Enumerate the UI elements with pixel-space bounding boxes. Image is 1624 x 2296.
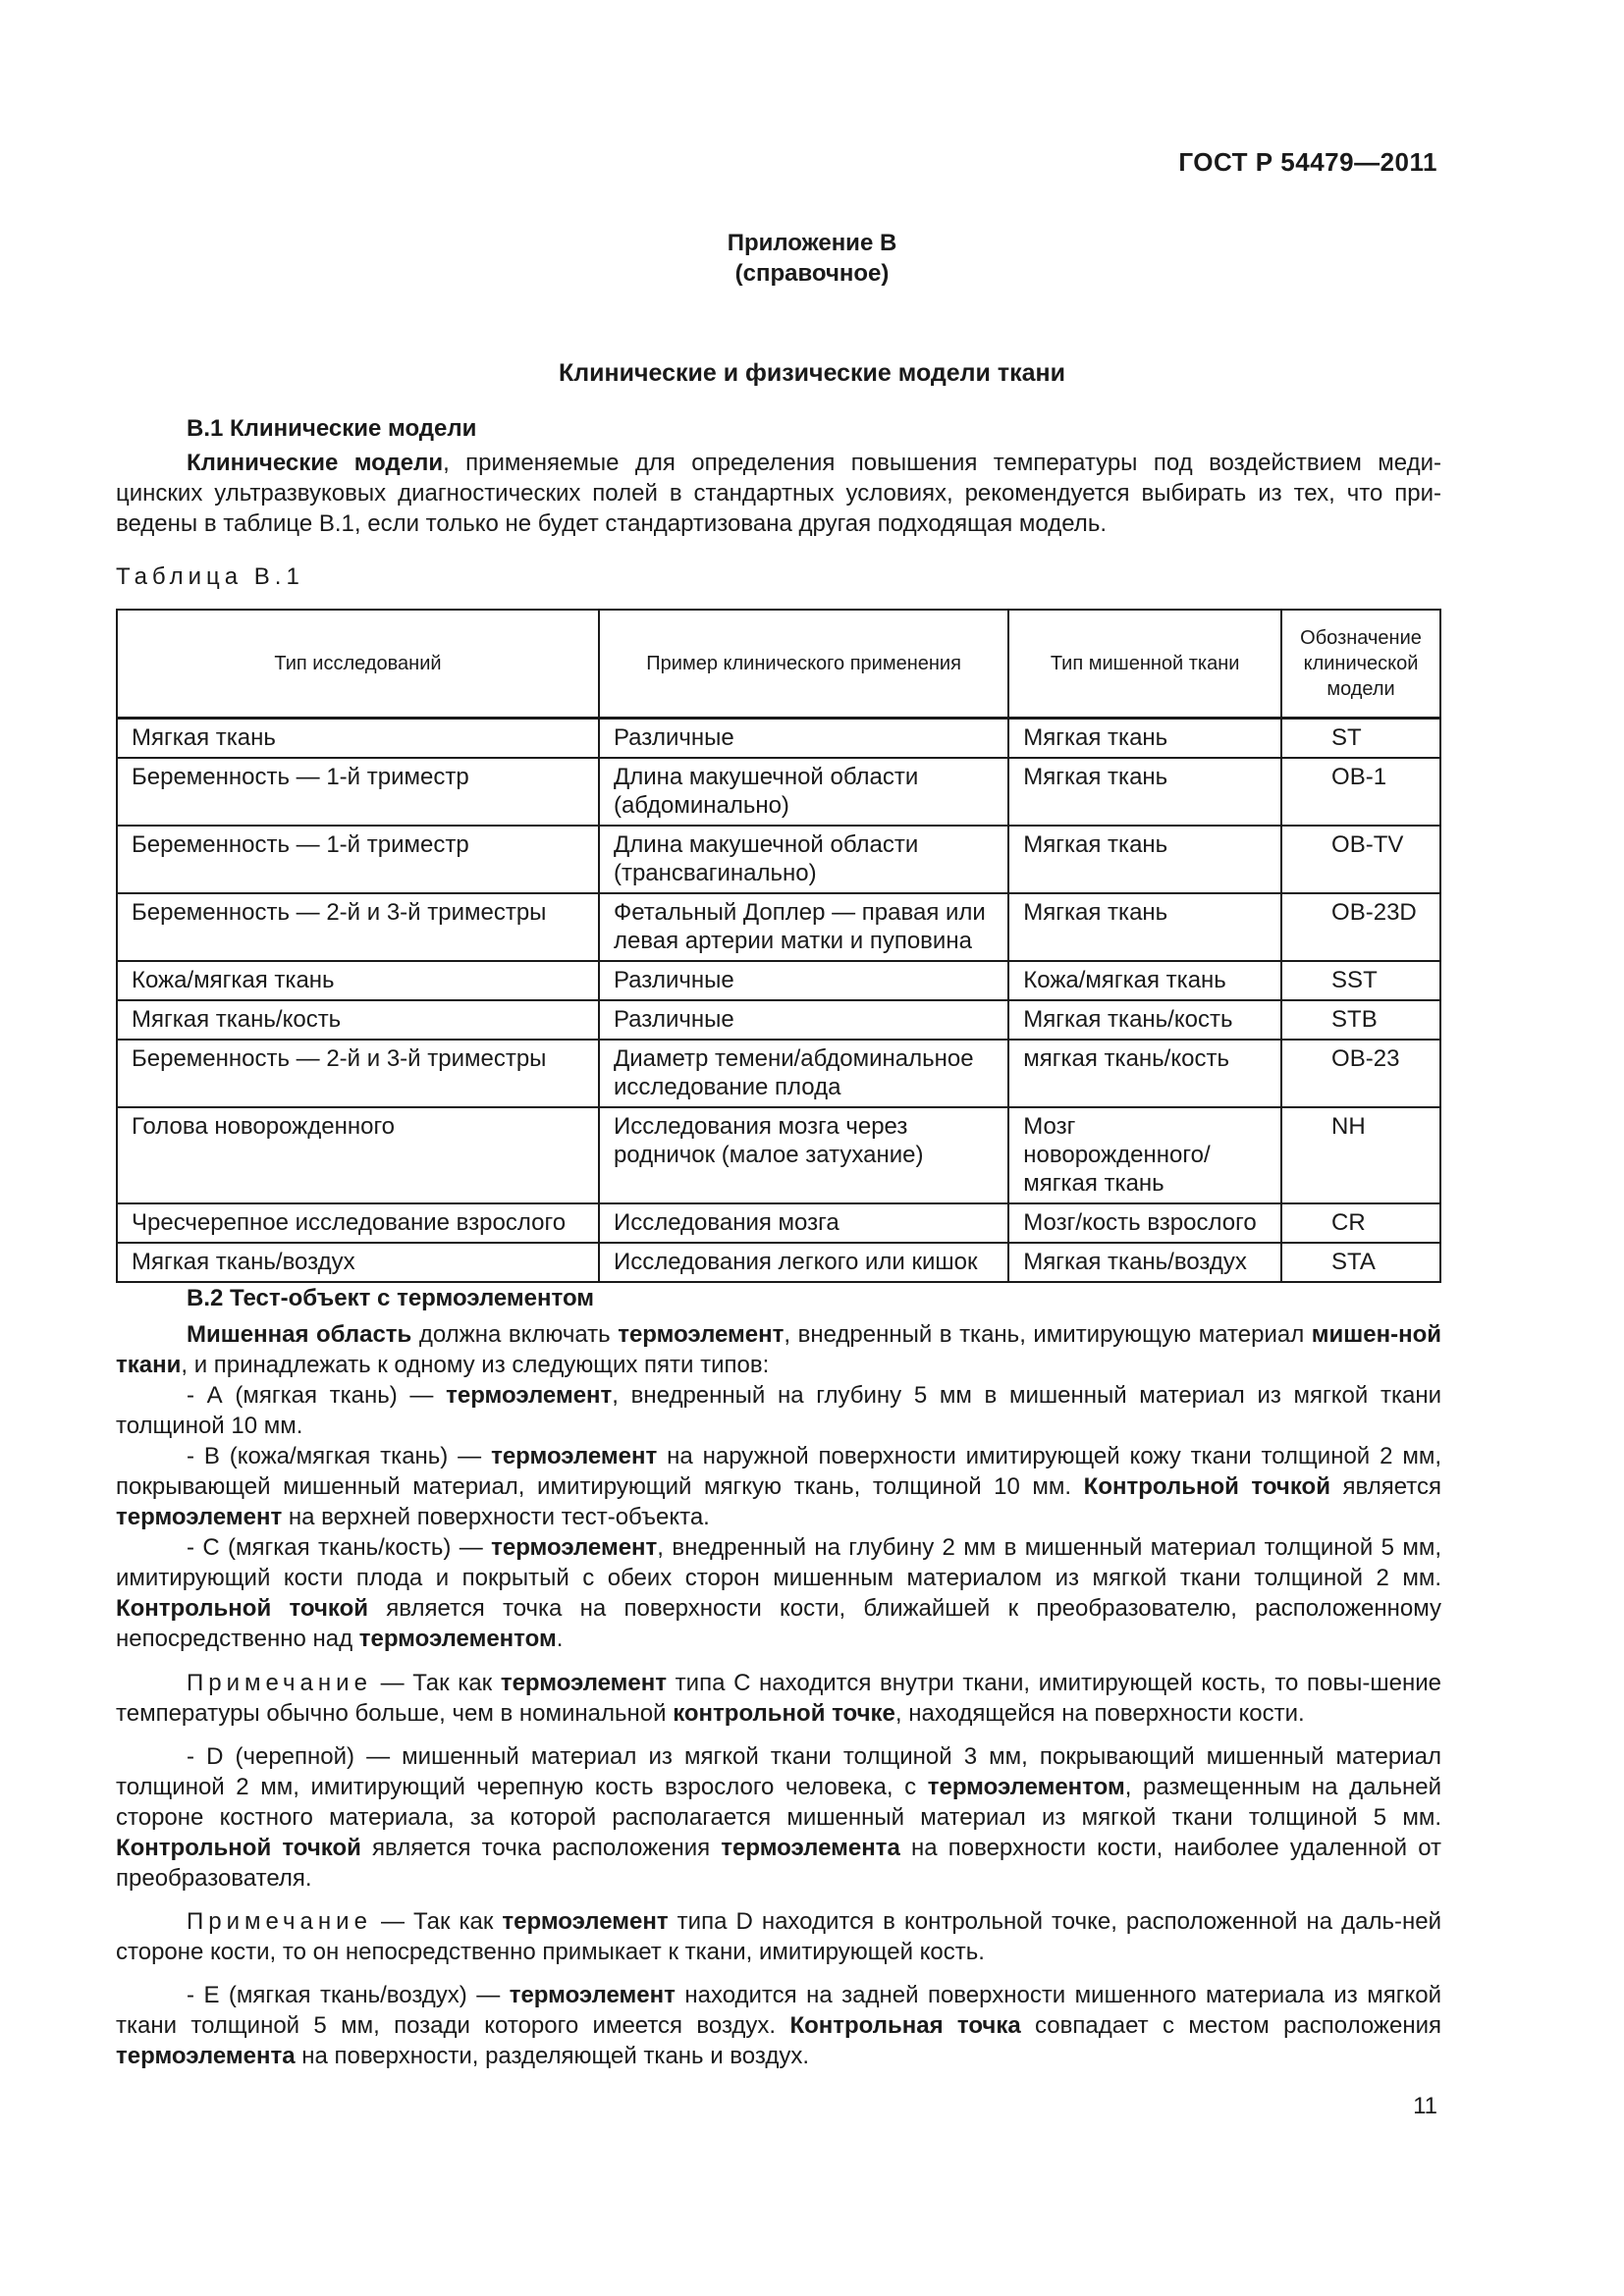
b1-heading: В.1 Клинические модели <box>187 415 477 442</box>
text-run: , внедренный на глубину 5 мм в мишенный материал из мягкой ткани толщиной 10 мм. <box>116 1382 1442 1439</box>
table-cell: Кожа/мягкая ткань <box>117 961 599 1000</box>
text-run: находится на задней поверхности мишенного материала из мягкой ткани толщиной 5 мм, позади которого имеется воздух. <box>116 1982 1441 2039</box>
table-cell: Мягкая ткань/кость <box>117 1000 599 1040</box>
notes-group <box>116 1668 1441 2071</box>
clinical-models-table <box>116 609 1441 1283</box>
type-d-paragraph <box>116 1741 1441 1894</box>
term-thermocouple: термоэлемент <box>446 1382 613 1409</box>
table-cell: Кожа/мягкая ткань <box>1008 961 1281 1000</box>
table-cell: NH <box>1281 1107 1440 1203</box>
section-b2 <box>116 1283 1441 2084</box>
text-run: является <box>1329 1473 1442 1500</box>
note-2 <box>116 1906 1441 1967</box>
term-thermocouple: термоэлемент <box>491 1534 658 1561</box>
term-control-point: контрольной точке <box>673 1700 895 1727</box>
b1-text: , применяемые для определения повышения температуры под воздействием меди-цинских ультразвуковых диагностических полей в стандартных условиях, рекомендуется выбирать из тех, что при-ведены в таблице В.1, если только не будет стандартизована другая подходящая модель. <box>116 450 1441 537</box>
table-cell: Диаметр темени/абдоминальное исследование плода <box>599 1040 1008 1107</box>
table-caption-text: Таблица В.1 <box>116 563 304 590</box>
term-control-point: Контрольной точкой <box>116 1595 368 1622</box>
table-cell: CR <box>1281 1203 1440 1243</box>
appendix-title: Приложение В <box>727 230 897 256</box>
text-run: . <box>556 1626 564 1652</box>
appendix-subtitle: (справочное) <box>734 260 890 287</box>
note-label: Примечание <box>187 1670 372 1696</box>
type-e-paragraph <box>116 1980 1441 2071</box>
b2-intro-paragraph <box>116 1319 1441 1380</box>
table-row <box>117 719 1440 759</box>
table-cell: Исследования мозга через родничок (малое затухание) <box>599 1107 1008 1203</box>
text-run: является точка на поверхности кости, ближайшей к преобразователю, расположенному непосредственно над <box>116 1595 1442 1652</box>
term-thermocouple: термоэлемента <box>116 2043 296 2069</box>
table-cell: OB-TV <box>1281 826 1440 893</box>
term-thermocouple: термоэлемент <box>500 1670 668 1696</box>
text-run: типа D находится в контрольной точке, расположенной на даль-ней стороне кости, то он непосредственно примыкает к ткани, имитирующей кость. <box>116 1908 1442 1965</box>
text-run: - Е (мягкая ткань/воздух) — <box>187 1982 510 2008</box>
text-run: является точка расположения <box>360 1835 722 1861</box>
type-b-paragraph <box>116 1441 1441 1532</box>
term-thermocouple: термоэлементом <box>927 1774 1125 1800</box>
b1-paragraph <box>116 448 1441 539</box>
term-control-point: Контрольной точкой <box>116 1835 361 1861</box>
text-run: , внедренный на глубину 2 мм в мишенный материал толщиной 5 мм, имитирующий кости плода и покрытый с обеих сторон мишенным материалом из мягкой ткани толщиной 2 мм. <box>116 1534 1441 1591</box>
term-control-point: Контрольной точкой <box>1083 1473 1330 1500</box>
term-control-point: Контрольная точка <box>789 2012 1021 2039</box>
term-thermocouple: термоэлемента <box>721 1835 900 1861</box>
table-row <box>117 1107 1440 1203</box>
table-cell: Мозг/кость взрослого <box>1008 1203 1281 1243</box>
table-cell: Мягкая ткань <box>1008 893 1281 961</box>
text-run: должна включать <box>411 1321 619 1348</box>
text-run: - D (черепной) — мишенный материал из мягкой ткани толщиной 3 мм, покрывающий мишенный материал толщиной 2 мм, имитирующий черепную кость взрослого человека, с <box>116 1743 1441 1800</box>
table-cell: STB <box>1281 1000 1440 1040</box>
text-run: , и принадлежать к одному из следующих пяти типов: <box>181 1352 770 1378</box>
table-row <box>117 1040 1440 1107</box>
type-c-paragraph <box>116 1532 1441 1654</box>
table-cell: Мозг новорожденного/ мягкая ткань <box>1008 1107 1281 1203</box>
appendix-heading <box>0 228 1624 289</box>
table-cell: STA <box>1281 1243 1440 1282</box>
term-thermocouple: термоэлемент <box>509 1982 676 2008</box>
text-run: - В (кожа/мягкая ткань) — <box>187 1443 492 1469</box>
type-a-paragraph <box>116 1380 1441 1441</box>
table-row <box>117 826 1440 893</box>
term-thermocouple: термоэлемент <box>502 1908 669 1935</box>
term-thermocouple: термоэлемент <box>116 1504 283 1530</box>
text-run: - А (мягкая ткань) — <box>187 1382 447 1409</box>
document-header-standard: ГОСТ Р 54479—2011 <box>1178 147 1437 177</box>
table-cell: Мягкая ткань/кость <box>1008 1000 1281 1040</box>
section-b1 <box>116 413 1441 539</box>
text-run: на наружной поверхности имитирующей кожу ткани толщиной 2 мм, покрывающей мишенный материал, имитирующий мягкую ткань, толщиной 10 мм. <box>116 1443 1441 1500</box>
section-title: Клинические и физические модели ткани <box>559 359 1065 387</box>
table-cell: SST <box>1281 961 1440 1000</box>
table-row <box>117 1000 1440 1040</box>
table-cell: Мягкая ткань <box>117 719 599 759</box>
table-cell: Голова новорожденного <box>117 1107 599 1203</box>
table-cell: Мягкая ткань/воздух <box>1008 1243 1281 1282</box>
b2-heading: В.2 Тест-объект с термоэлементом <box>187 1285 595 1311</box>
table-cell: Мягкая ткань/воздух <box>117 1243 599 1282</box>
table-header-cell: Обозначение клинической модели <box>1281 610 1440 719</box>
table-header-cell: Тип исследований <box>117 610 599 719</box>
table-row <box>117 961 1440 1000</box>
text-run: на поверхности кости, наиболее удаленной от преобразователя. <box>116 1835 1442 1892</box>
text-run: на поверхности, разделяющей ткань и воздух. <box>295 2043 809 2069</box>
table-cell: ST <box>1281 719 1440 759</box>
table-cell: Длина макушечной области (трансвагинально) <box>599 826 1008 893</box>
text-run: на верхней поверхности тест-объекта. <box>282 1504 710 1530</box>
term-target-area: Мишенная область <box>187 1321 412 1348</box>
table-cell: OB-23 <box>1281 1040 1440 1107</box>
text-run: , размещенным на дальней стороне костного материала, за которой располагается мишенный материал из мягкой ткани толщиной 5 мм. <box>116 1774 1441 1831</box>
table-cell: Мягкая ткань <box>1008 719 1281 759</box>
table-cell: Беременность — 1-й триместр <box>117 758 599 826</box>
table-row <box>117 1243 1440 1282</box>
table-caption <box>116 561 1441 592</box>
table-cell: OB-1 <box>1281 758 1440 826</box>
table-cell: Различные <box>599 961 1008 1000</box>
term-thermocouple: термоэлементом <box>358 1626 557 1652</box>
text-run: — Так как <box>371 1670 501 1696</box>
table-cell: Мягкая ткань <box>1008 758 1281 826</box>
table-cell: Беременность — 2-й и 3-й триместры <box>117 893 599 961</box>
table-cell: мягкая ткань/кость <box>1008 1040 1281 1107</box>
text-run: , находящейся на поверхности кости. <box>894 1700 1305 1727</box>
table-cell: Длина макушечной области (абдоминально) <box>599 758 1008 826</box>
table-cell: Исследования мозга <box>599 1203 1008 1243</box>
table-header-cell: Пример клинического применения <box>599 610 1008 719</box>
text-run: - С (мягкая ткань/кость) — <box>187 1534 492 1561</box>
note-1 <box>116 1668 1441 1729</box>
table-cell: Мягкая ткань <box>1008 826 1281 893</box>
page-number: 11 <box>1413 2093 1437 2119</box>
text-run: — Так как <box>371 1908 503 1935</box>
text-run: совпадает с местом расположения <box>1020 2012 1441 2039</box>
b1-lead-term: Клинические модели <box>187 450 444 476</box>
table-cell: Различные <box>599 719 1008 759</box>
table-header-cell: Тип мишенной ткани <box>1008 610 1281 719</box>
table-cell: Фетальный Доплер — правая или левая артерии матки и пуповина <box>599 893 1008 961</box>
table-cell: OB-23D <box>1281 893 1440 961</box>
note-label: Примечание <box>187 1908 372 1935</box>
table-cell: Различные <box>599 1000 1008 1040</box>
table-cell: Беременность — 2-й и 3-й триместры <box>117 1040 599 1107</box>
table-row <box>117 1203 1440 1243</box>
table-cell: Чресчерепное исследование взрослого <box>117 1203 599 1243</box>
term-thermocouple: термоэлемент <box>491 1443 658 1469</box>
table-cell: Исследования легкого или кишок <box>599 1243 1008 1282</box>
table-row <box>117 893 1440 961</box>
table-cell: Беременность — 1-й триместр <box>117 826 599 893</box>
term-target-tissue: мишен-ной ткани <box>116 1321 1441 1378</box>
table-header-row <box>117 610 1440 719</box>
text-run: типа С находится внутри ткани, имитирующей кость, то повы-шение температуры обычно больше, чем в номинальной <box>116 1670 1441 1727</box>
term-thermocouple: термоэлемент <box>618 1321 785 1348</box>
table-row <box>117 758 1440 826</box>
text-run: , внедренный в ткань, имитирующую материал <box>784 1321 1312 1348</box>
